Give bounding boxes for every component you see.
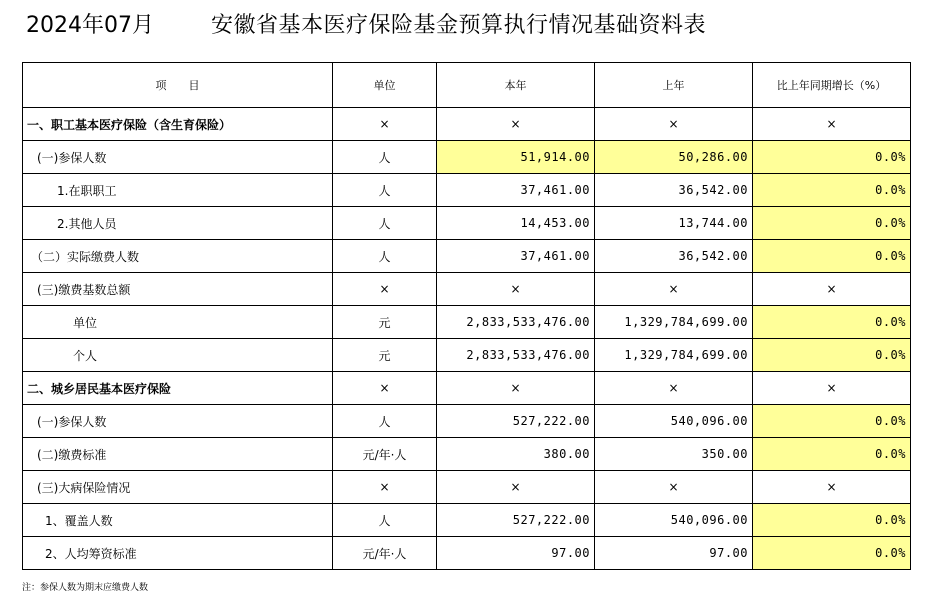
row-current: 14,453.00 [437,207,595,240]
row-growth: 0.0% [753,306,911,339]
row-item: 个人 [23,339,333,372]
row-unit: 元 [333,339,437,372]
column-header-unit: 单位 [333,63,437,108]
row-previous: × [595,471,753,504]
row-previous: × [595,108,753,141]
row-unit: 元 [333,306,437,339]
row-previous: × [595,273,753,306]
row-item: (一)参保人数 [23,141,333,174]
row-growth: 0.0% [753,537,911,570]
row-current: × [437,372,595,405]
row-current: × [437,108,595,141]
row-current: 37,461.00 [437,174,595,207]
row-item: 2、人均筹资标准 [23,537,333,570]
row-unit: 元/年·人 [333,537,437,570]
row-previous: 350.00 [595,438,753,471]
row-current: 2,833,533,476.00 [437,306,595,339]
row-previous: 1,329,784,699.00 [595,306,753,339]
column-header-current-year: 本年 [437,63,595,108]
row-growth: × [753,372,911,405]
row-previous: 1,329,784,699.00 [595,339,753,372]
table-row [23,240,911,273]
table-row [23,207,911,240]
row-growth: 0.0% [753,405,911,438]
row-unit: × [333,471,437,504]
column-header-item: 项 目 [23,63,333,108]
row-previous: 540,096.00 [595,504,753,537]
row-current: 527,222.00 [437,405,595,438]
row-item: 1、覆盖人数 [23,504,333,537]
row-unit: 人 [333,240,437,273]
table-row [23,504,911,537]
row-growth: × [753,273,911,306]
row-growth: 0.0% [753,438,911,471]
table-row [23,108,911,141]
row-growth: 0.0% [753,174,911,207]
row-unit: 元/年·人 [333,438,437,471]
row-current: 2,833,533,476.00 [437,339,595,372]
table-row [23,438,911,471]
row-item: (三)大病保险情况 [23,471,333,504]
column-header-previous-year: 上年 [595,63,753,108]
table-header-row [23,63,911,108]
table-row [23,141,911,174]
row-previous: 36,542.00 [595,240,753,273]
row-previous: 13,744.00 [595,207,753,240]
row-unit: 人 [333,141,437,174]
row-unit: 人 [333,405,437,438]
row-current: × [437,273,595,306]
row-item: 1.在职职工 [23,174,333,207]
row-unit: 人 [333,504,437,537]
table-row [23,537,911,570]
table-row [23,339,911,372]
row-growth: 0.0% [753,240,911,273]
row-growth: × [753,471,911,504]
data-table [22,62,911,570]
row-item: （二）实际缴费人数 [23,240,333,273]
report-title: 安徽省基本医疗保险基金预算执行情况基础资料表 [211,13,707,38]
row-item: (二)缴费标准 [23,438,333,471]
row-growth: × [753,108,911,141]
row-previous: 36,542.00 [595,174,753,207]
row-current: 51,914.00 [437,141,595,174]
table-row [23,405,911,438]
table-row [23,372,911,405]
row-growth: 0.0% [753,504,911,537]
row-previous: 97.00 [595,537,753,570]
row-previous: × [595,372,753,405]
row-unit: 人 [333,207,437,240]
row-unit: 人 [333,174,437,207]
row-current: 527,222.00 [437,504,595,537]
table-row [23,471,911,504]
row-previous: 540,096.00 [595,405,753,438]
footnote: 注：参保人数为期末应缴费人数 [22,583,149,593]
row-current: 37,461.00 [437,240,595,273]
row-item: 单位 [23,306,333,339]
row-item: 2.其他人员 [23,207,333,240]
table-row [23,306,911,339]
row-growth: 0.0% [753,141,911,174]
row-item: (三)缴费基数总额 [23,273,333,306]
row-growth: 0.0% [753,339,911,372]
row-item: 一、职工基本医疗保险（含生育保险） [23,108,333,141]
row-current: 380.00 [437,438,595,471]
row-unit: × [333,108,437,141]
row-current: 97.00 [437,537,595,570]
table-row [23,273,911,306]
row-current: × [437,471,595,504]
row-growth: 0.0% [753,207,911,240]
row-item: (一)参保人数 [23,405,333,438]
row-previous: 50,286.00 [595,141,753,174]
table-row [23,174,911,207]
column-header-growth: 比上年同期增长（%） [753,63,911,108]
row-item: 二、城乡居民基本医疗保险 [23,372,333,405]
row-unit: × [333,273,437,306]
report-period: 2024年07月 [26,13,154,38]
row-unit: × [333,372,437,405]
